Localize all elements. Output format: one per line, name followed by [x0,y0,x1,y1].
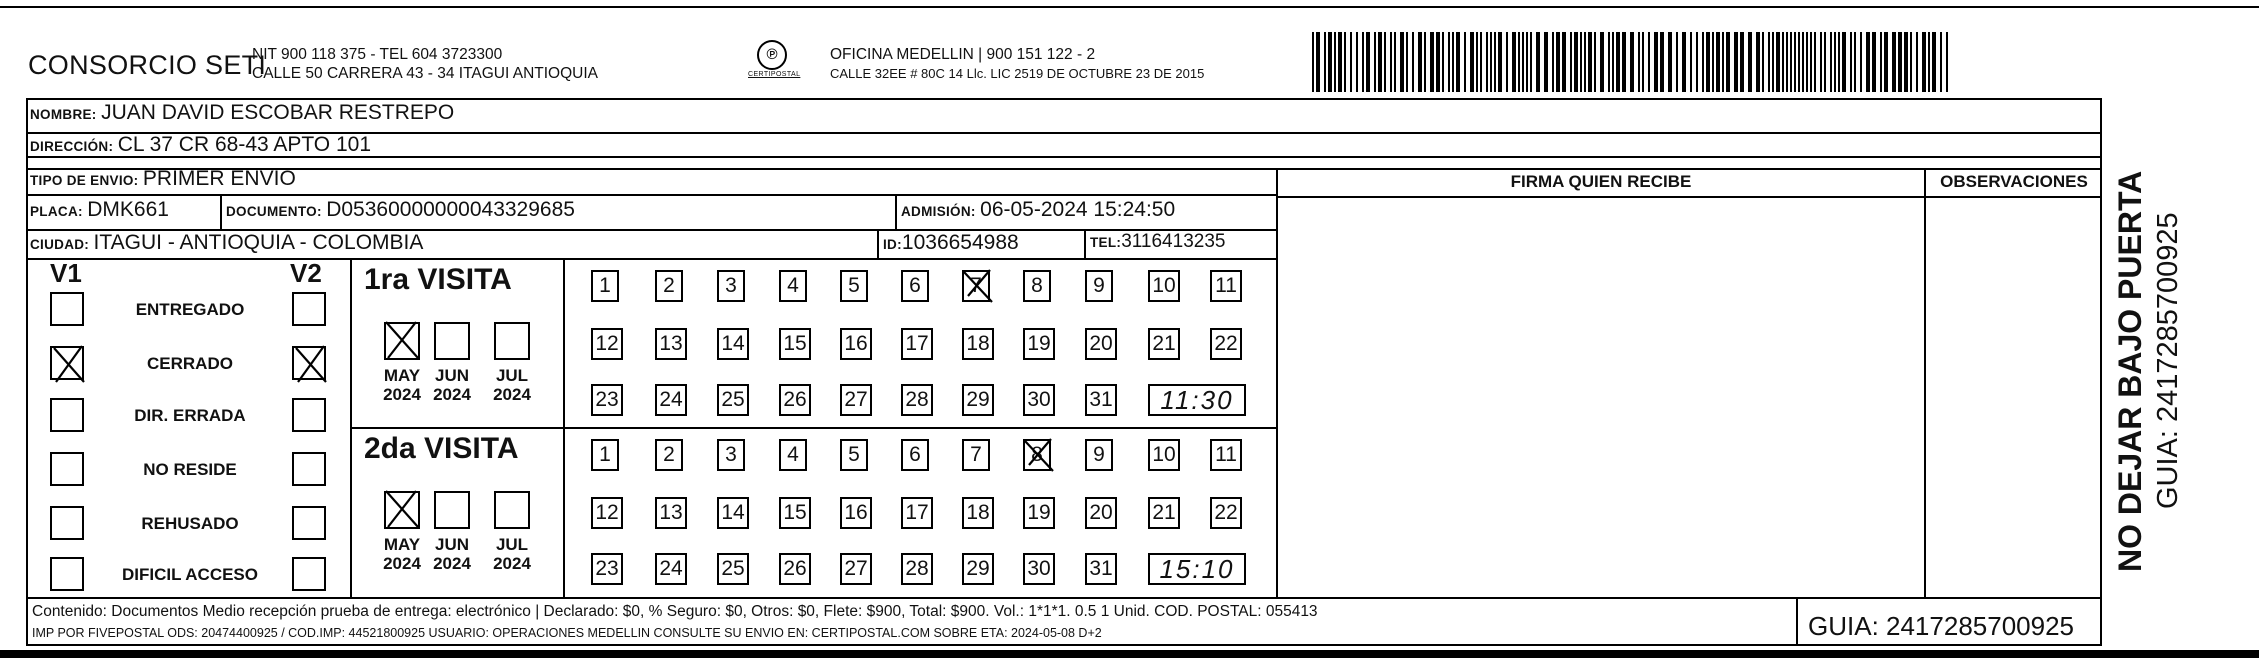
day-box[interactable]: 27 [840,384,872,416]
day-box[interactable]: 31 [1085,384,1117,416]
day-box[interactable]: 22 [1210,497,1242,529]
day-box[interactable]: 21 [1148,497,1180,529]
day-box[interactable]: 13 [655,497,687,529]
col-divider [877,229,879,258]
day-box[interactable]: 8 [1023,439,1051,471]
no-dejar-bajo-puerta: NO DEJAR BAJO PUERTA [2112,170,2148,572]
signature-area[interactable] [1280,198,1922,596]
month-label [377,535,427,573]
id-cell [883,231,1019,255]
documento-label: DOCUMENTO: [226,204,322,219]
day-box[interactable]: 18 [962,497,994,529]
admision-value: 06-05-2024 15:24:50 [980,198,1176,221]
day-box[interactable]: 31 [1085,553,1117,585]
day-box[interactable]: 1 [591,270,619,302]
company-name: CONSORCIO SETI [28,50,267,80]
day-box[interactable]: 20 [1085,497,1117,529]
day-box[interactable]: 17 [901,328,933,360]
status-label: CERRADO [147,354,233,373]
office-line: OFICINA MEDELLIN | 900 151 122 - 2 [830,46,1096,63]
footer-divider [26,597,2102,599]
day-box[interactable]: 27 [840,553,872,585]
v2-checkbox[interactable] [292,506,326,540]
row-divider [26,168,2102,170]
ciudad-value: ITAGUI - ANTIOQUIA - COLOMBIA [93,231,424,254]
day-box[interactable]: 4 [779,270,807,302]
month-name: JUN [434,535,469,554]
placa-cell [30,198,169,222]
col-divider [1276,168,1278,598]
ciudad-cell [30,231,423,255]
direccion-label: DIRECCIÓN: [30,139,114,154]
day-box[interactable]: 3 [717,439,745,471]
day-box[interactable]: 13 [655,328,687,360]
month-label [487,366,537,404]
v2-checkbox[interactable] [292,452,326,486]
day-box[interactable]: 12 [591,497,623,529]
status-label: DIR. ERRADA [134,406,246,425]
month-year: 2024 [433,554,471,573]
day-box[interactable]: 20 [1085,328,1117,360]
direccion-row [30,133,371,157]
col-divider [350,258,352,597]
month-checkbox[interactable] [434,322,470,360]
bottom-border [0,650,2259,658]
day-box[interactable]: 9 [1085,270,1113,302]
month-label [487,535,537,573]
month-year: 2024 [493,554,531,573]
tipo-envio-value: PRIMER ENVIO [142,167,296,190]
status-label: NO RESIDE [143,460,237,479]
month-name: MAY [383,535,421,554]
v2-checkbox[interactable] [292,292,326,326]
observations-area[interactable] [1928,198,2100,596]
day-box[interactable]: 2 [655,270,683,302]
barcode [1312,32,1952,92]
day-box[interactable]: 16 [840,328,872,360]
day-box[interactable]: 12 [591,328,623,360]
v1-checkbox[interactable] [50,346,84,380]
tipo-envio-label: TIPO DE ENVIO: [30,173,139,188]
day-box[interactable]: 23 [591,384,623,416]
v2-header: V2 [290,258,322,288]
documento-cell [226,198,575,222]
day-box[interactable]: 17 [901,497,933,529]
day-box[interactable]: 1 [591,439,619,471]
certipostal-logo [748,40,801,79]
day-box[interactable]: 4 [779,439,807,471]
documento-value: D05360000000043329685 [326,198,575,221]
month-checkbox[interactable] [494,322,530,360]
day-box[interactable]: 2 [655,439,683,471]
day-box[interactable]: 19 [1023,328,1055,360]
day-box[interactable]: 9 [1085,439,1113,471]
tipo-envio-row [30,167,296,191]
tel-label: TEL: [1090,235,1122,250]
day-box[interactable]: 10 [1148,439,1180,471]
day-box[interactable]: 15 [779,328,811,360]
status-label: REHUSADO [141,514,239,533]
month-checkbox[interactable] [384,322,420,360]
col-divider [895,194,897,229]
placa-label: PLACA: [30,204,83,219]
month-year: 2024 [383,554,421,573]
month-name: JUL [495,366,529,385]
day-box[interactable]: 14 [717,328,749,360]
day-box[interactable]: 29 [962,384,994,416]
guia-number: GUIA: 2417285700925 [1808,611,2074,641]
day-box[interactable]: 3 [717,270,745,302]
footer-content: Contenido: Documentos Medio recepción prueba de entrega: electrónico | Declarado: $0, % Seguro: $0, Otros: $0, Flete: $900, Total: $900. Vol.: 1*1*1. 0.5 1 Unid. COD. POSTAL: 055413 [32,603,1318,620]
id-label: ID: [883,237,902,252]
day-box[interactable]: 7 [962,439,990,471]
day-box[interactable]: 15 [779,497,811,529]
month-checkbox[interactable] [494,491,530,529]
day-box[interactable]: 24 [655,384,687,416]
top-border [0,6,2259,8]
day-box[interactable]: 23 [591,553,623,585]
day-box[interactable]: 14 [717,497,749,529]
day-box[interactable]: 28 [901,553,933,585]
visit-title: 1ra VISITA [364,263,512,296]
month-year: 2024 [383,385,421,404]
admision-cell [901,198,1175,222]
day-box[interactable]: 5 [840,439,868,471]
v2-checkbox[interactable] [292,398,326,432]
v2-checkbox[interactable] [292,557,326,591]
day-box[interactable]: 10 [1148,270,1180,302]
company-info [252,45,598,83]
month-name: JUN [434,366,469,385]
id-value: 1036654988 [901,231,1019,254]
logo-text: CERTIPOSTAL [748,71,801,78]
day-box[interactable]: 11 [1210,439,1242,471]
month-label [427,535,477,573]
month-checkbox[interactable] [384,491,420,529]
office-address: CALLE 32EE # 80C 14 Llc. LIC 2519 DE OCTUBRE 23 DE 2015 [830,66,1205,81]
month-year: 2024 [493,385,531,404]
day-box[interactable]: 18 [962,328,994,360]
col-divider [1084,229,1086,258]
month-name: JUL [495,535,529,554]
v1-checkbox[interactable] [50,506,84,540]
admision-label: ADMISIÓN: [901,204,976,219]
day-box[interactable]: 21 [1148,328,1180,360]
visit-time[interactable]: 15:10 [1148,553,1246,585]
month-year: 2024 [433,385,471,404]
day-box[interactable]: 16 [840,497,872,529]
status-label: DIFICIL ACCESO [121,565,258,584]
day-box[interactable]: 25 [717,553,749,585]
day-box[interactable]: 29 [962,553,994,585]
direccion-value: CL 37 CR 68-43 APTO 101 [117,133,372,156]
footer-print-info: IMP POR FIVEPOSTAL ODS: 20474400925 / COD.IMP: 44521800925 USUARIO: OPERACIONES MEDELLIN CONSULTE SU ENVIO EN: CERTIPOSTAL.COM SOBRE ETA: 2024-05-08 D+2 [32,626,1102,640]
col-divider [220,194,222,229]
day-box[interactable]: 28 [901,384,933,416]
day-box[interactable]: 25 [717,384,749,416]
day-box[interactable]: 7 [962,270,990,302]
month-checkbox[interactable] [434,491,470,529]
day-box[interactable]: 26 [779,553,811,585]
tel-cell [1090,231,1225,253]
month-label [377,366,427,404]
observaciones-header: OBSERVACIONES [1940,172,2088,191]
day-box[interactable]: 19 [1023,497,1055,529]
v1-checkbox[interactable] [50,398,84,432]
day-box[interactable]: 6 [901,439,929,471]
row-divider [26,258,1278,260]
row-divider [26,194,1278,196]
v1-header: V1 [50,258,82,288]
nit-line: NIT 900 118 375 - TEL 604 3723300 [252,46,503,63]
day-box[interactable]: 5 [840,270,868,302]
month-label [427,366,477,404]
firma-header: FIRMA QUIEN RECIBE [1510,172,1692,191]
col-divider [1924,168,1926,598]
day-box[interactable]: 24 [655,553,687,585]
nombre-row [30,101,454,125]
v1-checkbox[interactable] [50,452,84,486]
day-box[interactable]: 30 [1023,384,1055,416]
month-name: MAY [383,366,421,385]
nombre-label: NOMBRE: [30,107,97,122]
visit-title: 2da VISITA [364,432,519,465]
day-box[interactable]: 22 [1210,328,1242,360]
day-box[interactable]: 8 [1023,270,1051,302]
visit-divider [350,427,1278,429]
day-box[interactable]: 6 [901,270,929,302]
guia-vertical: GUIA: 2417285700925 [2152,212,2184,509]
logo-icon: ℗ [757,40,787,70]
v1-checkbox[interactable] [50,292,84,326]
visit-time[interactable]: 11:30 [1148,384,1246,416]
tel-value: 3116413235 [1121,231,1226,252]
company-address: CALLE 50 CARRERA 43 - 34 ITAGUI ANTIOQUIA [252,65,598,82]
col-divider [563,258,565,597]
v2-checkbox[interactable] [292,346,326,380]
col-divider [1796,597,1798,646]
placa-value: DMK661 [87,198,169,221]
day-box[interactable]: 30 [1023,553,1055,585]
day-box[interactable]: 26 [779,384,811,416]
nombre-value: JUAN DAVID ESCOBAR RESTREPO [101,101,455,124]
ciudad-label: CIUDAD: [30,237,90,252]
office-info [830,45,1204,83]
day-box[interactable]: 11 [1210,270,1242,302]
status-label: ENTREGADO [135,300,245,319]
v1-checkbox[interactable] [50,557,84,591]
